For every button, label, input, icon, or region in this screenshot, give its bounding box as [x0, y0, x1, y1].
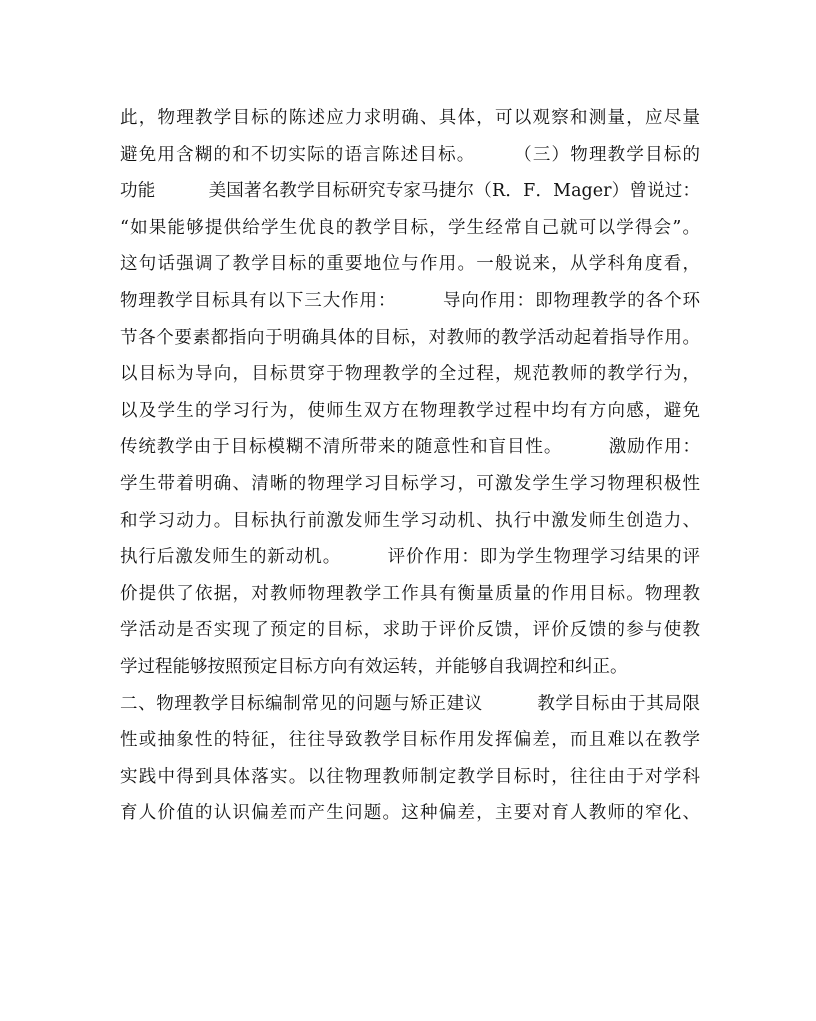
text-line: 传统教学由于目标模糊不清所带来的随意性和盲目性。 激励作用：: [120, 437, 700, 458]
text-line: “如果能够提供给学生优良的教学目标，学生经常自己就可以学得会”。: [120, 217, 700, 238]
text-line: 学生带着明确、清晰的物理学习目标学习，可激发学生学习物理积极性: [120, 473, 700, 494]
text-line: 学活动是否实现了预定的目标，求助于评价反馈，评价反馈的参与使教: [120, 620, 700, 641]
text-line: 执行后激发师生的新动机。 评价作用：即为学生物理学习结果的评: [120, 547, 700, 568]
text-line: 学过程能够按照预定目标方向有效运转，并能够自我调控和纠正。: [120, 656, 628, 677]
text-line: 避免用含糊的和不切实际的语言陈述目标。 （三）物理教学目标的: [120, 144, 700, 165]
text-line: 节各个要素都指向于明确具体的目标，对教师的教学活动起着指导作用。: [120, 327, 700, 348]
text-line: 和学习动力。目标执行前激发师生学习动机、执行中激发师生创造力、: [120, 510, 700, 531]
text-line: 二、物理教学目标编制常见的问题与矫正建议 教学目标由于其局限: [120, 693, 700, 714]
body-text: [120, 100, 700, 832]
text-line: 育人价值的认识偏差而产生问题。这种偏差，主要对育人教师的窄化、: [120, 803, 700, 824]
text-line: 这句话强调了教学目标的重要地位与作用。一般说来，从学科角度看，: [120, 254, 700, 275]
text-line: 价提供了依据，对教师物理教学工作具有衡量质量的作用目标。物理教: [120, 583, 700, 604]
text-line: 以目标为导向，目标贯穿于物理教学的全过程，规范教师的教学行为，: [120, 364, 700, 385]
text-line: 以及学生的学习行为，使师生双方在物理教学过程中均有方向感，避免: [120, 400, 700, 421]
text-line: 功能 美国著名教学目标研究专家马捷尔（R．F．Mager）曾说过：: [120, 181, 700, 202]
text-line: 此，物理教学目标的陈述应力求明确、具体，可以观察和测量，应尽量: [120, 108, 700, 128]
text-line: 实践中得到具体落实。以往物理教师制定教学目标时，往往由于对学科: [120, 766, 700, 787]
text-line: 物理教学目标具有以下三大作用： 导向作用：即物理教学的各个环: [120, 290, 700, 311]
text-line: 性或抽象性的特征，往往导致教学目标作用发挥偏差，而且难以在教学: [120, 730, 700, 751]
